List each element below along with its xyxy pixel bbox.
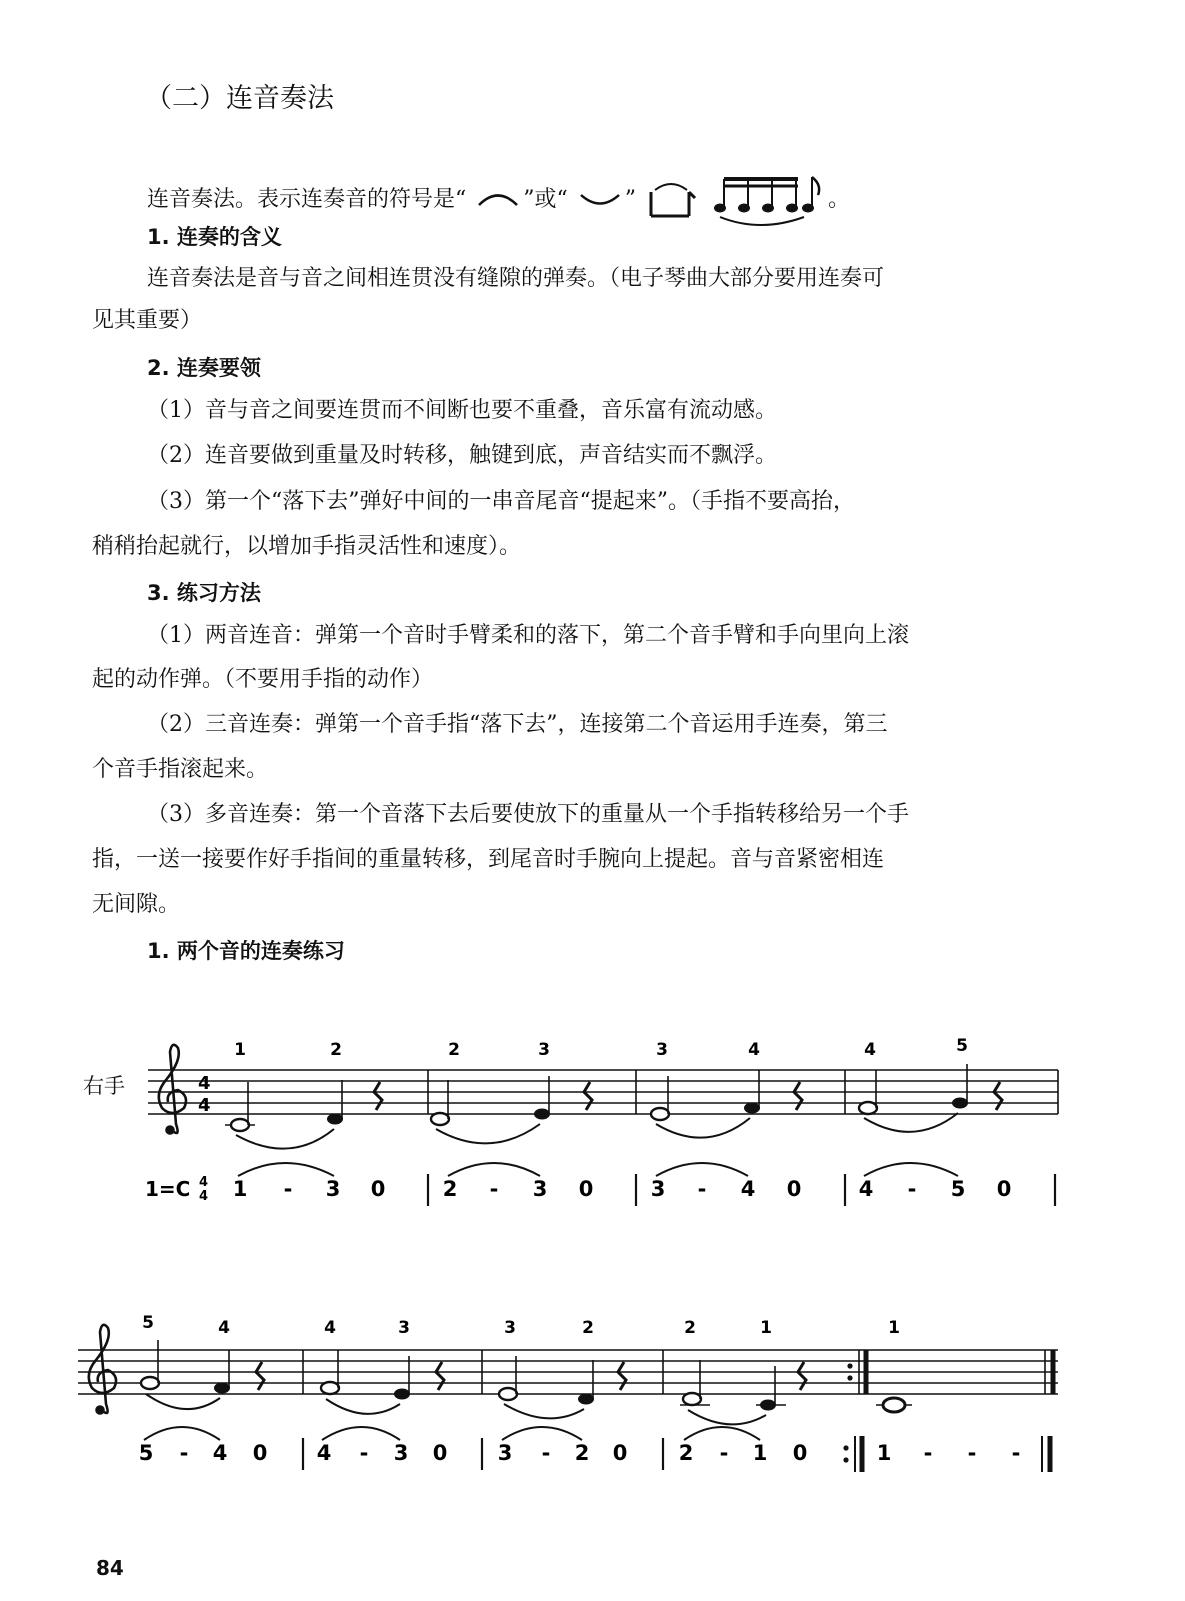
jianpu-note: 3	[532, 1177, 548, 1201]
page-number: 84	[96, 1556, 124, 1580]
para-meaning-line1: 连音奏法是音与音之间相连贯没有缝隙的弹奏。（电子琴曲大部分要用连奏可	[147, 266, 885, 291]
jianpu-time-top: 4	[199, 1175, 209, 1190]
jianpu-rest: 0	[996, 1177, 1012, 1201]
jianpu-note: 1	[876, 1441, 892, 1465]
jianpu-note: 1	[232, 1177, 248, 1201]
finger-number: 5	[956, 1036, 968, 1056]
section-title: （二）连音奏法	[145, 83, 334, 114]
measure-3	[499, 1356, 626, 1418]
staff-lines	[148, 1070, 1058, 1114]
finger-number: 3	[538, 1040, 550, 1060]
essential-1: （1）音与音之间要连贯而不间断也要不重叠，音乐富有流动感。	[147, 398, 777, 423]
intro-quote-mid: ”或“	[523, 187, 568, 212]
jianpu-note: 4	[740, 1177, 756, 1201]
method-3-line3: 无间隙。	[92, 892, 181, 917]
jianpu-note: 3	[650, 1177, 666, 1201]
intro-quote-close: ”	[624, 187, 637, 212]
finger-number: 3	[398, 1318, 410, 1338]
jianpu-dash: -	[907, 1177, 917, 1201]
intro-line	[147, 171, 850, 229]
finger-number: 1	[234, 1040, 246, 1060]
jianpu-time-bottom: 4	[199, 1189, 209, 1204]
essential-3-line2: 稍稍抬起就行，以增加手指灵活性和速度）。	[92, 534, 522, 559]
jianpu-dash: -	[967, 1441, 977, 1465]
jianpu-dash: -	[489, 1177, 499, 1201]
jianpu-note: 3	[393, 1441, 409, 1465]
jianpu-note: 2	[442, 1177, 458, 1201]
slurred-eighth-pair-icon	[643, 178, 703, 222]
time-sig-top: 4	[198, 1073, 211, 1094]
intro-end: 。	[828, 187, 851, 212]
heading-methods: 3. 练习方法	[147, 581, 261, 605]
jianpu-dash: -	[359, 1441, 369, 1465]
measure-2	[321, 1350, 444, 1414]
slurred-sixteenth-group-icon	[710, 171, 828, 229]
jianpu-note: 5	[138, 1441, 154, 1465]
jianpu-dash: -	[923, 1441, 933, 1465]
finger-number: 4	[748, 1040, 760, 1060]
hand-label: 右手	[83, 1074, 125, 1098]
jianpu-rest: 0	[432, 1441, 448, 1465]
finger-number: 4	[324, 1318, 336, 1338]
jianpu-rest: 0	[578, 1177, 594, 1201]
heading-meaning: 1. 连奏的含义	[147, 225, 282, 249]
finger-number: 2	[582, 1318, 594, 1338]
measure-3	[651, 1070, 802, 1138]
method-1-line2: 起的动作弹。（不要用手指的动作）	[92, 667, 434, 692]
finger-number: 4	[864, 1040, 876, 1060]
rest-icon	[374, 1082, 382, 1110]
essential-2: （2）连音要做到重量及时转移，触键到底，声音结实而不飘浮。	[147, 443, 777, 468]
finger-number: 2	[448, 1040, 460, 1060]
finger-number: 5	[142, 1313, 154, 1333]
jianpu-rest: 0	[252, 1441, 268, 1465]
time-sig-bottom: 4	[198, 1095, 211, 1116]
method-1-line1: （1）两音连音：弹第一个音时手臂柔和的落下，第二个音手臂和手向里向上滚	[147, 623, 909, 648]
treble-clef-icon	[159, 1045, 186, 1134]
heading-essentials: 2. 连奏要领	[147, 356, 261, 380]
jianpu-rest: 0	[786, 1177, 802, 1201]
jianpu-dash: -	[1011, 1441, 1021, 1465]
jianpu-note: 4	[316, 1441, 332, 1465]
slur-under-icon	[575, 188, 625, 212]
finger-number: 3	[504, 1318, 516, 1338]
finger-number: 1	[760, 1318, 772, 1338]
note-half	[231, 1119, 249, 1131]
measure-4	[859, 1064, 1002, 1132]
para-meaning-line2: 见其重要）	[92, 308, 203, 333]
jianpu-dash: -	[719, 1441, 729, 1465]
key-label: 1=C	[145, 1177, 191, 1201]
method-2-line2: 个音手指滚起来。	[92, 757, 269, 782]
intro-prefix: 连音奏法。表示连奏音的符号是	[147, 187, 456, 212]
jianpu-dash: -	[179, 1441, 189, 1465]
score-row-2	[0, 1300, 1185, 1500]
note-quarter	[327, 1114, 343, 1125]
method-3-line1: （3）多音连奏：第一个音落下去后要使放下的重量从一个手指转移给另一个手	[147, 802, 909, 827]
finger-number: 2	[684, 1318, 696, 1338]
finger-number: 2	[330, 1040, 342, 1060]
jianpu-dash: -	[283, 1177, 293, 1201]
finger-number: 1	[888, 1318, 900, 1338]
treble-clef-icon	[89, 1325, 116, 1414]
jianpu-rest: 0	[612, 1441, 628, 1465]
jianpu-note: 1	[752, 1441, 768, 1465]
method-2-line1: （2）三音连奏：弹第一个音手指“落下去”，连接第二个音运用手连奏，第三	[147, 712, 888, 737]
jianpu-repeat-barline	[843, 1436, 862, 1472]
jianpu-rest: 0	[792, 1441, 808, 1465]
jianpu-dash: -	[697, 1177, 707, 1201]
intro-quote-open: “	[455, 187, 467, 212]
jianpu-rest: 0	[370, 1177, 386, 1201]
finger-number: 4	[218, 1318, 230, 1338]
essential-3-line1: （3）第一个“落下去”弹好中间的一串音尾音“提起来”。（手指不要高抬，	[147, 489, 855, 514]
measure-5	[876, 1398, 912, 1412]
jianpu-note: 4	[858, 1177, 874, 1201]
jianpu-note: 4	[212, 1441, 228, 1465]
method-3-line2: 指，一送一接要作好手指间的重量转移，到尾音时手腕向上提起。音与音紧密相连	[92, 847, 885, 872]
finger-number: 3	[656, 1040, 668, 1060]
jianpu-note: 5	[950, 1177, 966, 1201]
score-row-1	[0, 1020, 1185, 1260]
measure-2	[431, 1076, 592, 1143]
jianpu-dash: -	[541, 1441, 551, 1465]
jianpu-note: 3	[497, 1441, 513, 1465]
measure-4	[680, 1360, 806, 1424]
slur-over-icon	[473, 188, 523, 212]
heading-exercise: 1. 两个音的连奏练习	[147, 939, 345, 963]
jianpu-note: 2	[678, 1441, 694, 1465]
jianpu-note: 3	[325, 1177, 341, 1201]
jianpu-note: 2	[574, 1441, 590, 1465]
